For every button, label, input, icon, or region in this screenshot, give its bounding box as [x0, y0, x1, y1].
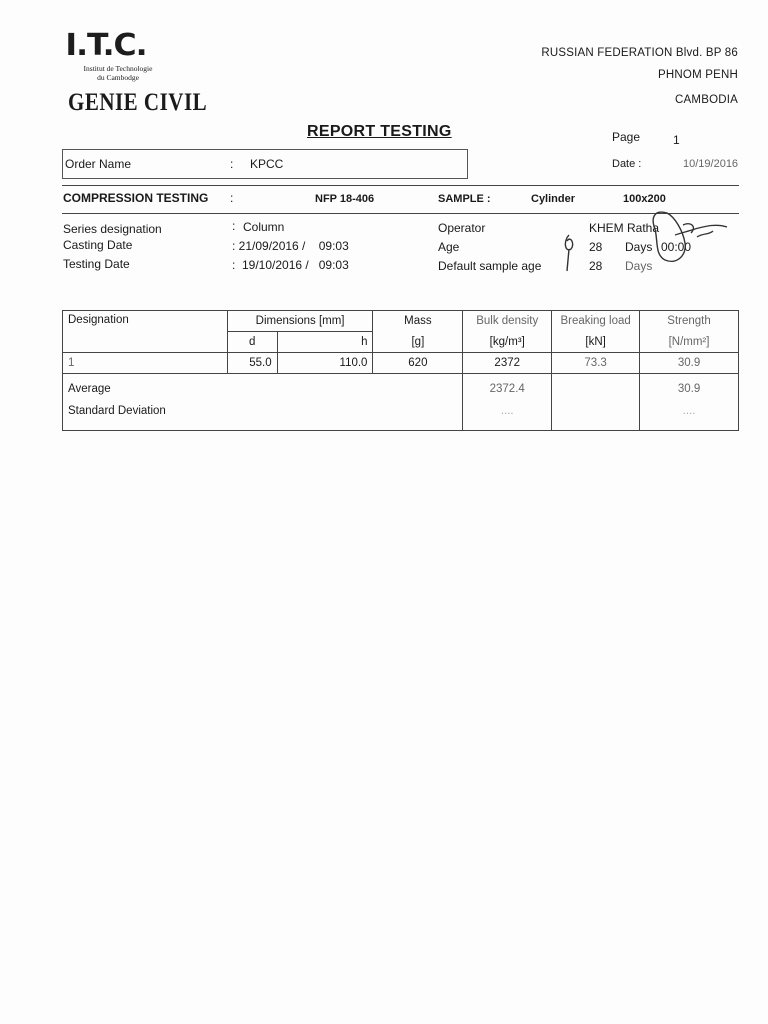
test-standard: NFP 18-406 — [315, 193, 375, 205]
series-separator: : — [232, 219, 236, 233]
unit-bulk-density: [kg/m³] — [463, 332, 552, 353]
divider-top — [62, 185, 739, 186]
table-header-row — [63, 311, 739, 332]
sample-type: Cylinder — [531, 193, 576, 205]
page-label: Page — [612, 130, 641, 144]
age-unit: Days — [625, 240, 653, 254]
itc-logo: I.T.C. — [65, 28, 147, 63]
signature-icon — [555, 205, 735, 290]
header-h: h — [324, 332, 373, 353]
default-age-unit: Days — [625, 259, 653, 273]
page-number: 1 — [673, 133, 680, 147]
std-bulk-density: .... — [500, 405, 514, 417]
report-date: 10/19/2016 — [683, 158, 739, 170]
average-label: Average — [68, 383, 111, 395]
report-title: REPORT TESTING — [307, 123, 452, 140]
row-designation: 1 — [63, 353, 228, 374]
std-deviation-label: Standard Deviation — [68, 405, 166, 417]
row-bulk-density: 2372 — [463, 353, 552, 374]
address-line2: PHNOM PENH — [658, 69, 738, 81]
row-breaking-load: 73.3 — [552, 353, 640, 374]
average-bulk-density: 2372.4 — [489, 383, 525, 395]
std-strength: .... — [682, 405, 696, 417]
default-age-value: 28 — [589, 259, 603, 273]
logo-subtitle-line2: du Cambodge — [97, 73, 139, 82]
header-mass: Mass — [373, 311, 463, 332]
row-h: 110.0 — [324, 353, 373, 374]
header-designation: Designation — [63, 311, 228, 353]
header-bulk-density: Bulk density — [463, 311, 552, 332]
summary-labels — [63, 374, 373, 431]
unit-mass: [g] — [373, 332, 463, 353]
header-d: d — [227, 332, 277, 353]
logo-subtitle-line1: Institut de Technologie — [83, 64, 153, 73]
order-name-value: KPCC — [250, 157, 284, 171]
date-label: Date : — [612, 158, 642, 170]
sample-label: SAMPLE : — [438, 193, 491, 205]
unit-breaking-load: [kN] — [552, 332, 640, 353]
summary-strength — [640, 374, 739, 431]
default-age-label: Default sample age — [438, 259, 542, 273]
address-line1: RUSSIAN FEDERATION Blvd. BP 86 — [541, 47, 738, 59]
row-spacer — [277, 353, 324, 374]
series-value: Column — [243, 220, 285, 234]
order-name-label: Order Name — [65, 157, 132, 171]
unit-strength: [N/mm²] — [640, 332, 739, 353]
row-mass: 620 — [373, 353, 463, 374]
testing-date-value: : 19/10/2016 / 09:03 — [232, 258, 349, 272]
department-name: GENIE CIVIL — [68, 87, 208, 116]
age-label: Age — [438, 240, 460, 254]
header-strength: Strength — [640, 311, 739, 332]
test-type: COMPRESSION TESTING — [63, 191, 209, 205]
header-spacer — [277, 332, 324, 353]
address-line3: CAMBODIA — [675, 94, 738, 106]
header-breaking-load: Breaking load — [552, 311, 640, 332]
age-time: 00:00 — [661, 240, 692, 254]
average-strength: 30.9 — [677, 383, 701, 395]
order-name-separator: : — [230, 157, 234, 171]
series-label: Series designation — [63, 222, 162, 236]
table-row — [63, 353, 739, 374]
results-table — [62, 310, 739, 431]
sample-size: 100x200 — [623, 193, 666, 205]
testing-date-label: Testing Date — [63, 257, 130, 271]
operator-name: KHEM Ratha — [589, 221, 660, 235]
table-summary-row — [63, 374, 739, 431]
test-type-separator: : — [230, 191, 234, 205]
casting-date-value: : 21/09/2016 / 09:03 — [232, 239, 349, 253]
row-d: 55.0 — [227, 353, 277, 374]
summary-breaking-load — [552, 374, 640, 431]
header-dimensions: Dimensions [mm] — [227, 311, 373, 332]
casting-date-label: Casting Date — [63, 238, 133, 252]
operator-label: Operator — [438, 221, 486, 235]
summary-bulk-density — [463, 374, 552, 431]
row-strength: 30.9 — [640, 353, 739, 374]
summary-mass — [373, 374, 463, 431]
age-value: 28 — [589, 240, 603, 254]
